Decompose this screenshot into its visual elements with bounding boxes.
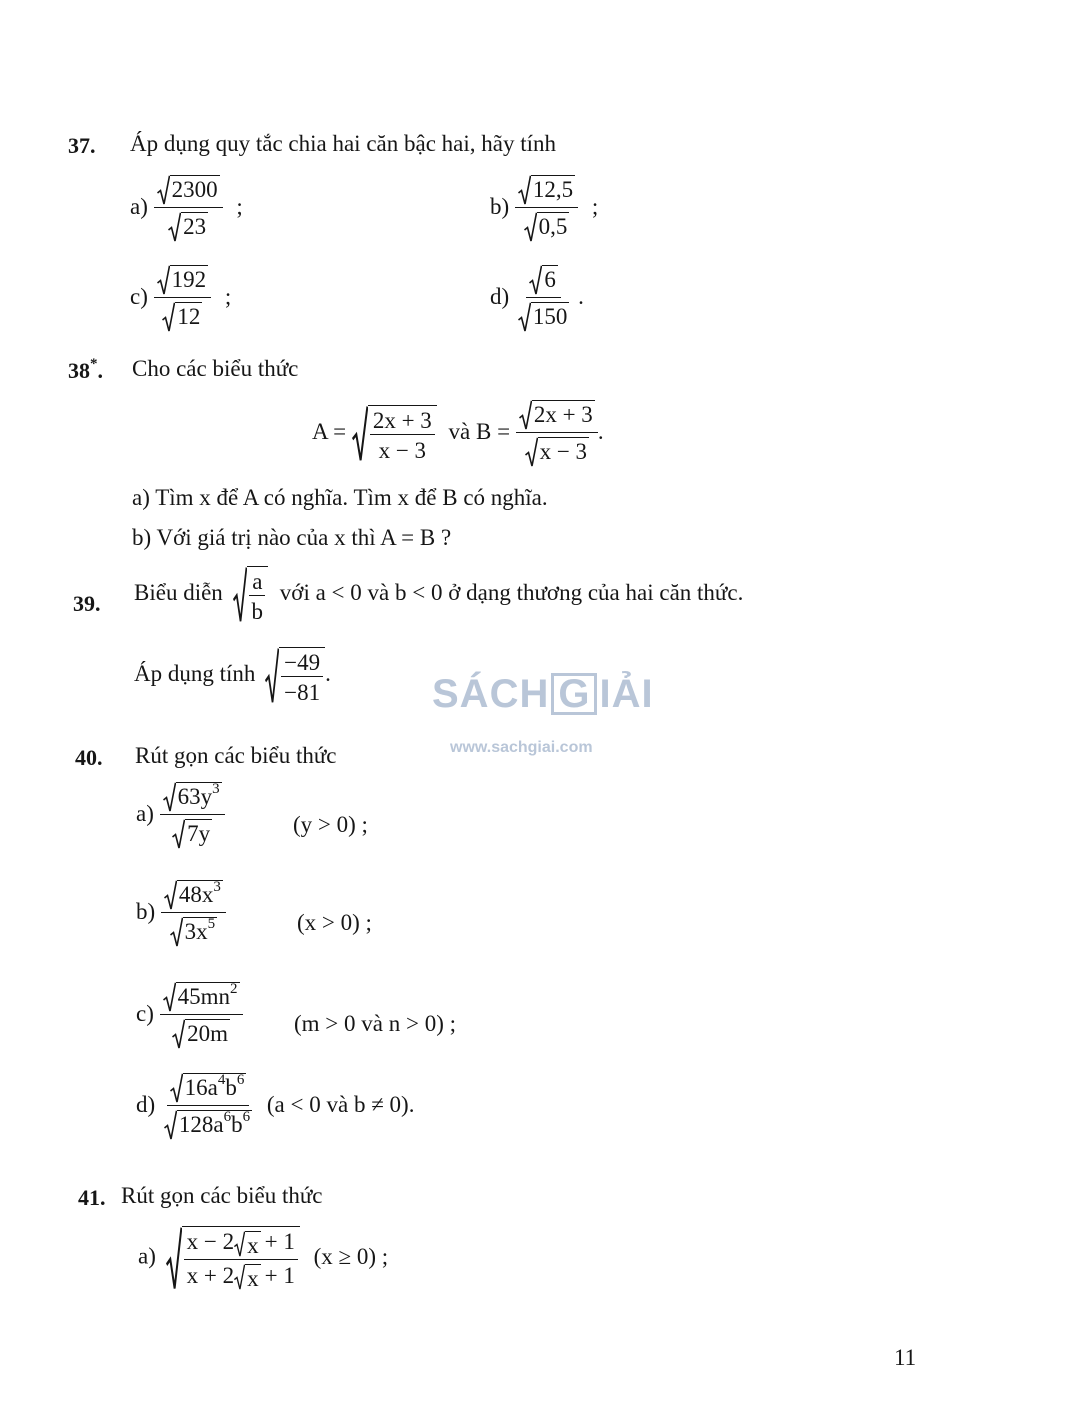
radical: 6 (529, 265, 558, 295)
problem-37-number: 37. (68, 133, 96, 158)
radical: $63y^3$ (163, 782, 222, 812)
radical: 2300 (157, 175, 220, 205)
item-label: a) (138, 1243, 156, 1269)
item-label: c) (130, 283, 148, 309)
radical: $16a^4b^6$ (170, 1073, 247, 1103)
fraction (516, 400, 598, 467)
problem-39-text: Biểu diễn $\frac{a}{b}$ với a < 0 và b < 0 ở dạng thương của hai căn thức. (134, 566, 743, 623)
fraction: $\frac{2x + 3}{x - 3}$ (370, 409, 435, 462)
item-label: a) (136, 800, 154, 826)
item-label: d) (490, 283, 510, 309)
radical: $3x^5$ (170, 917, 218, 947)
radical: 20m (172, 1019, 230, 1049)
problem-40-number: 40. (75, 745, 103, 770)
fraction: $\frac{-49}{-81}$ (281, 651, 323, 704)
problem-40c-condition: (m > 0 và n > 0) ; (294, 1011, 456, 1036)
problem-37a: a) $\frac{2300}{23}$ ; (130, 175, 243, 242)
radical (166, 1226, 300, 1290)
fraction (515, 265, 573, 332)
fraction (160, 782, 225, 849)
watermark-url: www.sachgiai.com (450, 739, 593, 756)
fraction: x − 2 x + 1 x + 2 x + 1 (184, 1230, 298, 1290)
radical: $48x^3$ (164, 880, 223, 910)
fraction (161, 1073, 255, 1140)
problem-40a (136, 782, 225, 849)
radical (352, 405, 437, 462)
radical: 192 (157, 265, 209, 295)
radical: x (234, 1264, 261, 1290)
fraction (154, 265, 212, 332)
problem-37b: b) $\frac{12,5}{0,5}$ ; (490, 175, 598, 242)
problem-40a-condition: (y > 0) ; (293, 812, 368, 837)
watermark-text-left: SÁCH (432, 672, 550, 716)
radical: 23 (168, 212, 208, 242)
watermark-logo (432, 672, 654, 717)
problem-40b-condition: (x > 0) ; (297, 910, 372, 935)
problem-38-expressions: A = $\frac{2x + 3}{x - 3}$ và B = $\frac{2x + 3}{x - 3}$ . (312, 400, 604, 467)
radical: 12 (162, 302, 202, 332)
problem-39-apply: Áp dụng tính $\frac{-49}{-81}$ . (134, 647, 331, 704)
item-label: a) (130, 193, 148, 219)
radical: 150 (518, 302, 570, 332)
problem-41-number: 41. (78, 1185, 106, 1210)
problem-41a-condition: (x ≥ 0) ; (313, 1243, 389, 1269)
fraction (515, 175, 578, 242)
item-label: d) (136, 1091, 156, 1117)
radical: 12,5 (518, 175, 575, 205)
problem-41-text: Rút gọn các biểu thức (121, 1183, 323, 1208)
radical: 7y (172, 819, 212, 849)
radical: x (234, 1231, 261, 1257)
problem-38-part-b: b) Với giá trị nào của x thì A = B ? (132, 525, 452, 550)
problem-40-text: Rút gọn các biểu thức (135, 743, 337, 768)
star-mark: * (90, 355, 98, 372)
problem-38-text: Cho các biểu thức (132, 356, 299, 381)
fraction (154, 175, 223, 242)
problem-38-part-a: a) Tìm x để A có nghĩa. Tìm x để B có nghĩa. (132, 485, 548, 510)
problem-37c: c) $\frac{192}{12}$ ; (130, 265, 231, 332)
problem-38-number: 38*. (68, 355, 103, 383)
page-number: 11 (894, 1345, 917, 1370)
fraction (161, 880, 226, 947)
item-label: c) (136, 1000, 154, 1026)
radical: x − 3 (525, 437, 589, 467)
item-label: b) (490, 193, 510, 219)
radical: $45mn^2$ (163, 982, 240, 1012)
fraction (160, 982, 243, 1049)
radical: $128a^6b^6$ (164, 1110, 252, 1140)
radical (233, 566, 269, 623)
problem-41a (138, 1226, 388, 1290)
radical (265, 647, 325, 704)
problem-40c (136, 982, 243, 1049)
problem-40d-condition: (a < 0 và b ≠ 0). (266, 1091, 415, 1117)
problem-40d (136, 1073, 414, 1140)
problem-37-text: Áp dụng quy tắc chia hai căn bậc hai, hãy tính (130, 131, 556, 156)
radical: 0,5 (524, 212, 570, 242)
radical: 2x + 3 (519, 400, 595, 430)
problem-37d: d) $\frac{6}{150}$ . (490, 265, 584, 332)
watermark-g-box: G (551, 673, 597, 715)
problem-39-number: 39. (73, 591, 101, 616)
watermark-text-right: IẢI (599, 672, 654, 716)
fraction: $\frac{a}{b}$ (249, 570, 267, 623)
item-label: b) (136, 898, 156, 924)
problem-40b (136, 880, 226, 947)
